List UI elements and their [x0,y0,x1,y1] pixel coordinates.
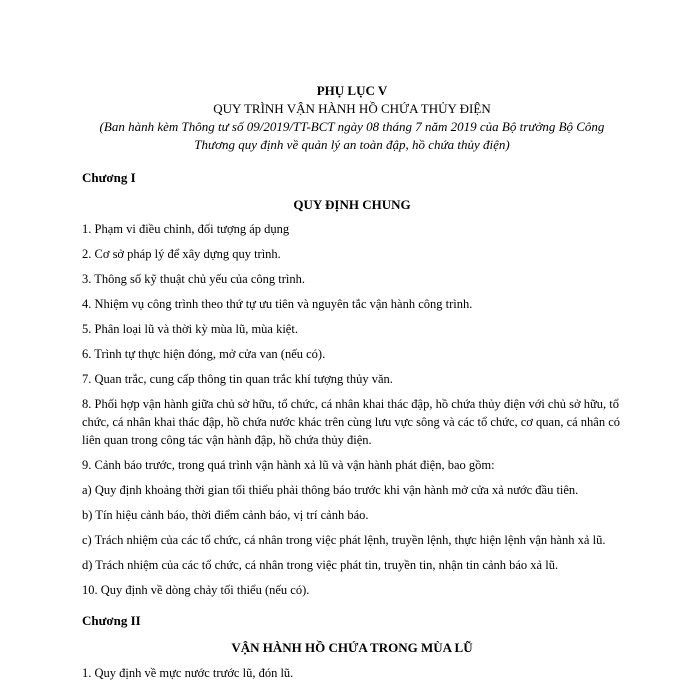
list-item: 9. Cảnh báo trước, trong quá trình vận hành xả lũ và vận hành phát điện, bao gồm: [82,458,495,472]
list-item: a) Quy định khoảng thời gian tối thiểu phải thông báo trước khi vận hành mở cửa xả nước đầu tiên. [82,483,579,497]
chapter-1-label: Chương I [82,170,136,185]
list-item: 8. Phối hợp vận hành giữa chủ sở hữu, tổ chức, cá nhân khai thác đập, hồ chứa thủy điện với chủ sở hữu, tổ chức, cá nhân khai thác đập, hồ chứa nước khác trên cùng lưu vực sông và các tổ chức, cơ quan, cá nhân có liên quan trong công tác vận hành đập, hồ chứa thủy điện. [82,397,621,447]
chapter-2-items [82,664,622,682]
list-item: 5. Phân loại lũ và thời kỳ mùa lũ, mùa kiệt. [82,322,298,336]
document-title: QUY TRÌNH VẬN HÀNH HỒ CHỨA THỦY ĐIỆN [213,101,491,116]
list-item: 6. Trình tự thực hiện đóng, mở cửa van (nếu có). [82,347,326,361]
chapter-2-title: VẬN HÀNH HỒ CHỨA TRONG MÙA LŨ [231,640,473,655]
chapter-1-title: QUY ĐỊNH CHUNG [293,197,411,212]
appendix-heading: PHỤ LỤC V [316,83,388,98]
document-subtitle: (Ban hành kèm Thông tư số 09/2019/TT-BCT ngày 08 tháng 7 năm 2019 của Bộ trưởng Bộ Công Thương quy định về quản lý an toàn đập, hồ chứa thủy điện) [99,119,605,152]
list-item: 10. Quy định về dòng chảy tối thiểu (nếu có). [82,583,310,597]
chapter-1-items [82,220,622,599]
chapter-2-label: Chương II [82,613,141,628]
list-item: b) Tín hiệu cảnh báo, thời điểm cảnh báo, vị trí cảnh báo. [82,508,369,522]
list-item: 7. Quan trắc, cung cấp thông tin quan trắc khí tượng thủy văn. [82,372,393,386]
document-page [82,78,622,689]
list-item: 1. Phạm vi điều chỉnh, đối tượng áp dụng [82,222,290,236]
list-item: 3. Thông số kỹ thuật chủ yếu của công trình. [82,272,305,286]
list-item: 2. Cơ sở pháp lý để xây dựng quy trình. [82,247,281,261]
list-item: 1. Quy định về mực nước trước lũ, đón lũ. [82,666,294,680]
list-item: c) Trách nhiệm của các tổ chức, cá nhân trong việc phát lệnh, truyền lệnh, thực hiện lệnh vận hành xả lũ. [82,533,606,547]
list-item: 4. Nhiệm vụ công trình theo thứ tự ưu tiên và nguyên tắc vận hành công trình. [82,297,473,311]
list-item: d) Trách nhiệm của các tổ chức, cá nhân trong việc phát tin, truyền tin, nhận tin cảnh báo xả lũ. [82,558,559,572]
